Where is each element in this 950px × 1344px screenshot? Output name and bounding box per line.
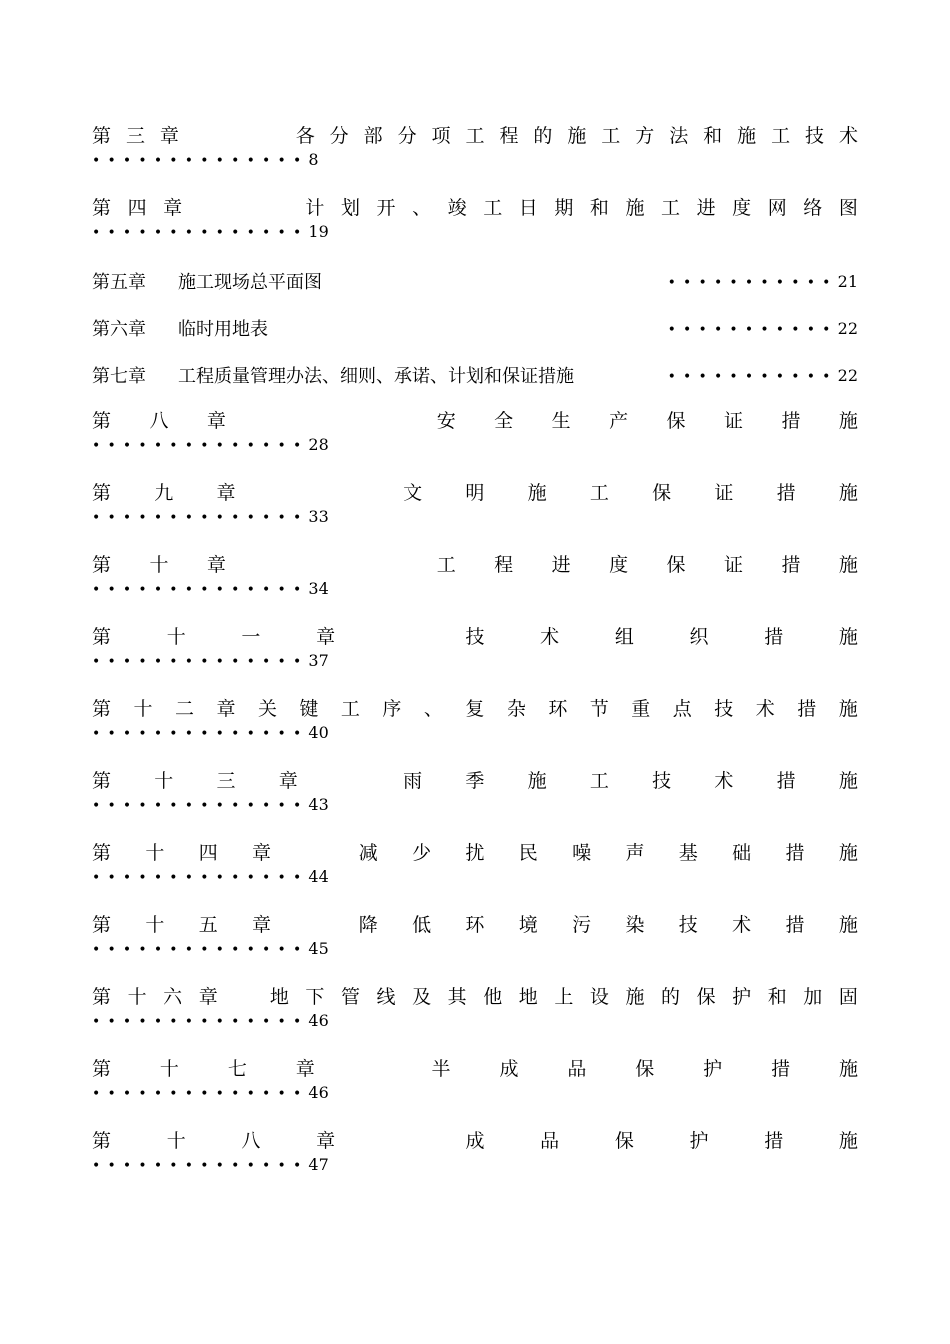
title-spacer bbox=[264, 409, 283, 433]
title-char: 键 bbox=[299, 698, 319, 720]
title-char: 术 bbox=[714, 770, 734, 792]
title-char: 季 bbox=[465, 770, 485, 792]
title-char: 噪 bbox=[572, 842, 592, 864]
title-char: 半 bbox=[431, 1058, 451, 1080]
title-char: 四 bbox=[127, 197, 147, 219]
dot-leader: •••••••••••••• bbox=[92, 438, 309, 454]
toc-entry-leader bbox=[92, 1083, 858, 1103]
title-char: 保 bbox=[666, 554, 686, 576]
toc-entry-leader bbox=[92, 867, 858, 887]
title-char: 第 bbox=[92, 626, 112, 648]
title-char: 分 bbox=[329, 125, 349, 147]
title-char: 文 bbox=[403, 482, 423, 504]
title-char: 术 bbox=[540, 626, 560, 648]
title-spacer bbox=[379, 553, 398, 577]
dot-leader: •••••••••••••• bbox=[92, 654, 309, 670]
toc-entry-leader bbox=[92, 579, 858, 599]
title-spacer bbox=[391, 625, 410, 649]
title-char: 九 bbox=[154, 482, 174, 504]
title-char: 八 bbox=[149, 410, 169, 432]
title-char: 工 bbox=[771, 125, 791, 147]
page-number: 45 bbox=[308, 939, 329, 958]
toc-entry-leader bbox=[668, 318, 858, 339]
dot-leader: •••••••••••••• bbox=[92, 942, 309, 958]
title-char: 五 bbox=[198, 914, 218, 936]
title-spacer bbox=[264, 553, 283, 577]
title-char: 保 bbox=[614, 1130, 634, 1152]
title-char: 程 bbox=[494, 554, 514, 576]
title-char: 章 bbox=[216, 482, 236, 504]
title-char: 重 bbox=[631, 698, 651, 720]
title-char: 和 bbox=[589, 197, 609, 219]
title-char: 工 bbox=[661, 197, 681, 219]
toc-entry[interactable] bbox=[92, 553, 858, 599]
title-spacer bbox=[364, 1057, 383, 1081]
toc-entry-leader bbox=[668, 365, 858, 386]
dot-leader: •••••••••••••• bbox=[92, 726, 309, 742]
title-char: 管 bbox=[340, 986, 360, 1008]
page-number: 22 bbox=[837, 365, 858, 385]
title-char: 护 bbox=[732, 986, 752, 1008]
title-char: 措 bbox=[776, 482, 796, 504]
title-char: 固 bbox=[838, 986, 858, 1008]
title-char: 组 bbox=[614, 626, 634, 648]
title-char: 技 bbox=[465, 626, 485, 648]
dot-leader: •••••••••••••• bbox=[92, 1158, 309, 1174]
title-char: 施 bbox=[838, 914, 858, 936]
toc-entry-title bbox=[92, 481, 858, 505]
title-char: 施 bbox=[737, 125, 757, 147]
title-char: 十 bbox=[154, 770, 174, 792]
title-char: 十 bbox=[166, 1130, 186, 1152]
toc-entry-title bbox=[92, 1057, 858, 1081]
page-number: 28 bbox=[308, 435, 329, 454]
title-char: 第 bbox=[92, 770, 112, 792]
toc-entry-leader bbox=[92, 939, 858, 959]
title-char: 措 bbox=[785, 914, 805, 936]
page-number: 46 bbox=[308, 1083, 329, 1102]
title-char: 污 bbox=[572, 914, 592, 936]
title-char: 线 bbox=[376, 986, 396, 1008]
title-char: 第 bbox=[92, 1130, 112, 1152]
title-char: 八 bbox=[241, 1130, 261, 1152]
title-char: 章 bbox=[206, 554, 226, 576]
title-spacer bbox=[305, 841, 324, 865]
title-char: 措 bbox=[764, 1130, 784, 1152]
title-char: 关 bbox=[257, 698, 277, 720]
dot-leader: •••••••••••••• bbox=[92, 870, 309, 886]
title-char: 品 bbox=[567, 1058, 587, 1080]
page-number: 43 bbox=[308, 795, 329, 814]
title-char: 环 bbox=[465, 914, 485, 936]
title-spacer bbox=[262, 124, 281, 148]
title-char: 图 bbox=[838, 197, 858, 219]
title-char: 章 bbox=[278, 770, 298, 792]
title-char: 措 bbox=[797, 698, 817, 720]
title-char: 章 bbox=[316, 626, 336, 648]
title-spacer bbox=[341, 769, 360, 793]
title-char: 第 bbox=[92, 986, 112, 1008]
toc-entry[interactable] bbox=[92, 124, 858, 170]
title-char: 的 bbox=[661, 986, 681, 1008]
chapter-title: 施工现场总平面图 bbox=[178, 272, 322, 293]
toc-entry-title bbox=[92, 124, 858, 148]
title-char: 施 bbox=[567, 125, 587, 147]
title-char: 络 bbox=[803, 197, 823, 219]
chapter-number: 第七章 bbox=[92, 366, 146, 387]
title-char: 明 bbox=[465, 482, 485, 504]
title-char: 度 bbox=[732, 197, 752, 219]
title-char: 低 bbox=[412, 914, 432, 936]
toc-entry[interactable] bbox=[92, 1057, 858, 1103]
title-char: 地 bbox=[269, 986, 289, 1008]
title-spacer bbox=[279, 481, 298, 505]
title-char: 措 bbox=[776, 770, 796, 792]
title-char: 技 bbox=[714, 698, 734, 720]
title-char: 日 bbox=[518, 197, 538, 219]
title-char: 项 bbox=[431, 125, 451, 147]
title-char: 施 bbox=[527, 770, 547, 792]
toc-entry[interactable] bbox=[92, 913, 858, 959]
title-char: 第 bbox=[92, 482, 112, 504]
title-char: 、 bbox=[423, 698, 443, 720]
page-number: 47 bbox=[308, 1155, 329, 1174]
title-char: 章 bbox=[216, 698, 236, 720]
title-spacer bbox=[341, 481, 360, 505]
page-number: 8 bbox=[308, 150, 319, 169]
title-char: 的 bbox=[533, 125, 553, 147]
title-char: 十 bbox=[127, 986, 147, 1008]
title-char: 加 bbox=[803, 986, 823, 1008]
title-spacer bbox=[228, 124, 247, 148]
page-number: 22 bbox=[837, 318, 858, 338]
title-char: 全 bbox=[494, 410, 514, 432]
page-number: 46 bbox=[308, 1011, 329, 1030]
title-char: 章 bbox=[163, 197, 183, 219]
toc-entry[interactable] bbox=[92, 481, 858, 527]
title-char: 三 bbox=[125, 125, 145, 147]
title-char: 计 bbox=[305, 197, 325, 219]
title-char: 施 bbox=[527, 482, 547, 504]
title-char: 证 bbox=[723, 410, 743, 432]
title-char: 术 bbox=[838, 125, 858, 147]
dot-leader: ••••••••••• bbox=[667, 274, 838, 291]
title-char: 工 bbox=[589, 770, 609, 792]
title-char: 保 bbox=[652, 482, 672, 504]
toc-entry[interactable] bbox=[92, 985, 858, 1031]
title-char: 部 bbox=[363, 125, 383, 147]
chapter-number: 第五章 bbox=[92, 272, 146, 293]
title-char: 第 bbox=[92, 410, 112, 432]
toc-entry[interactable] bbox=[92, 315, 858, 341]
chapter-title: 临时用地表 bbox=[178, 319, 268, 340]
title-char: 复 bbox=[465, 698, 485, 720]
title-char: 产 bbox=[609, 410, 629, 432]
title-char: 及 bbox=[412, 986, 432, 1008]
toc-entry-title bbox=[92, 1129, 858, 1153]
title-spacer bbox=[322, 409, 341, 433]
title-char: 期 bbox=[554, 197, 574, 219]
title-char: 施 bbox=[625, 197, 645, 219]
title-char: 扰 bbox=[465, 842, 485, 864]
title-char: 下 bbox=[305, 986, 325, 1008]
title-char: 十 bbox=[145, 914, 165, 936]
title-char: 成 bbox=[465, 1130, 485, 1152]
title-char: 保 bbox=[635, 1058, 655, 1080]
title-char: 措 bbox=[781, 410, 801, 432]
dot-leader: •••••••••••••• bbox=[92, 510, 309, 526]
page-number: 37 bbox=[308, 651, 329, 670]
title-char: 施 bbox=[838, 698, 858, 720]
title-char: 证 bbox=[714, 482, 734, 504]
title-char: 章 bbox=[252, 914, 272, 936]
chapter-number: 第六章 bbox=[92, 319, 146, 340]
title-char: 施 bbox=[838, 410, 858, 432]
title-char: 二 bbox=[174, 698, 194, 720]
title-char: 境 bbox=[518, 914, 538, 936]
toc-entry-title bbox=[92, 196, 858, 220]
title-char: 竣 bbox=[447, 197, 467, 219]
title-char: 工 bbox=[589, 482, 609, 504]
page-number: 19 bbox=[308, 222, 329, 241]
title-char: 三 bbox=[216, 770, 236, 792]
title-spacer bbox=[305, 913, 324, 937]
page-number: 44 bbox=[308, 867, 329, 886]
title-char: 证 bbox=[723, 554, 743, 576]
title-char: 他 bbox=[483, 986, 503, 1008]
title-char: 十 bbox=[145, 842, 165, 864]
toc-entry[interactable] bbox=[92, 769, 858, 815]
toc-entry[interactable] bbox=[92, 409, 858, 455]
page-number: 40 bbox=[308, 723, 329, 742]
toc-entry-title bbox=[92, 697, 858, 721]
dot-leader: •••••••••••••• bbox=[92, 582, 309, 598]
title-char: 序 bbox=[382, 698, 402, 720]
title-spacer bbox=[391, 1129, 410, 1153]
toc-entry-title bbox=[92, 985, 858, 1009]
title-char: 章 bbox=[198, 986, 218, 1008]
title-char: 保 bbox=[666, 410, 686, 432]
title-char: 开 bbox=[376, 197, 396, 219]
title-char: 施 bbox=[625, 986, 645, 1008]
dot-leader: ••••••••••• bbox=[667, 368, 838, 385]
toc-entry-leader bbox=[92, 435, 858, 455]
title-char: 节 bbox=[589, 698, 609, 720]
title-char: 雨 bbox=[403, 770, 423, 792]
toc-entry[interactable] bbox=[92, 841, 858, 887]
title-char: 第 bbox=[92, 914, 112, 936]
title-char: 十 bbox=[149, 554, 169, 576]
title-char: 第 bbox=[92, 197, 112, 219]
toc-entry-leader bbox=[668, 271, 858, 292]
dot-leader: •••••••••••••• bbox=[92, 225, 309, 241]
title-char: 措 bbox=[785, 842, 805, 864]
toc-entry-leader bbox=[92, 651, 858, 671]
toc-entry-leader bbox=[92, 1155, 858, 1175]
title-char: 地 bbox=[518, 986, 538, 1008]
title-char: 技 bbox=[678, 914, 698, 936]
title-char: 品 bbox=[540, 1130, 560, 1152]
title-char: 术 bbox=[732, 914, 752, 936]
title-char: 进 bbox=[551, 554, 571, 576]
title-char: 第 bbox=[92, 842, 112, 864]
title-char: 章 bbox=[159, 125, 179, 147]
title-char: 成 bbox=[499, 1058, 519, 1080]
title-char: 施 bbox=[838, 842, 858, 864]
toc-entry-title bbox=[92, 553, 858, 577]
title-char: 降 bbox=[358, 914, 378, 936]
title-char: 一 bbox=[241, 626, 261, 648]
title-char: 杂 bbox=[506, 698, 526, 720]
title-char: 程 bbox=[499, 125, 519, 147]
title-char: 施 bbox=[838, 1130, 858, 1152]
title-char: 进 bbox=[696, 197, 716, 219]
title-char: 分 bbox=[397, 125, 417, 147]
title-spacer bbox=[234, 196, 253, 220]
title-char: 生 bbox=[551, 410, 571, 432]
title-char: 施 bbox=[838, 1058, 858, 1080]
title-char: 章 bbox=[252, 842, 272, 864]
title-char: 方 bbox=[635, 125, 655, 147]
title-char: 十 bbox=[159, 1058, 179, 1080]
title-char: 工 bbox=[601, 125, 621, 147]
title-spacer bbox=[199, 196, 218, 220]
title-char: 环 bbox=[548, 698, 568, 720]
dot-leader: •••••••••••••• bbox=[92, 1014, 309, 1030]
toc-entry-leader bbox=[92, 795, 858, 815]
title-char: 施 bbox=[838, 482, 858, 504]
title-char: 和 bbox=[767, 986, 787, 1008]
title-char: 措 bbox=[781, 554, 801, 576]
title-char: 工 bbox=[483, 197, 503, 219]
toc-entry[interactable] bbox=[92, 1129, 858, 1175]
title-char: 措 bbox=[764, 626, 784, 648]
toc-entry-leader bbox=[92, 150, 858, 170]
title-char: 第 bbox=[92, 554, 112, 576]
title-char: 保 bbox=[696, 986, 716, 1008]
title-char: 护 bbox=[689, 1130, 709, 1152]
title-spacer bbox=[234, 985, 253, 1009]
title-char: 章 bbox=[206, 410, 226, 432]
title-char: 其 bbox=[447, 986, 467, 1008]
title-char: 技 bbox=[652, 770, 672, 792]
title-char: 少 bbox=[412, 842, 432, 864]
title-char: 十 bbox=[133, 698, 153, 720]
title-char: 施 bbox=[838, 626, 858, 648]
title-char: 点 bbox=[672, 698, 692, 720]
title-char: 护 bbox=[703, 1058, 723, 1080]
title-char: 、 bbox=[412, 197, 432, 219]
toc-entry[interactable] bbox=[92, 196, 858, 242]
title-char: 声 bbox=[625, 842, 645, 864]
dot-leader: •••••••••••••• bbox=[92, 153, 309, 169]
toc-entry[interactable] bbox=[92, 362, 858, 388]
title-char: 基 bbox=[678, 842, 698, 864]
title-char: 度 bbox=[609, 554, 629, 576]
dot-leader: ••••••••••• bbox=[667, 321, 838, 338]
dot-leader: •••••••••••••• bbox=[92, 798, 309, 814]
title-char: 施 bbox=[838, 554, 858, 576]
toc-entry-leader bbox=[92, 1011, 858, 1031]
toc-entry-title bbox=[92, 409, 858, 433]
title-char: 六 bbox=[163, 986, 183, 1008]
page-number: 33 bbox=[308, 507, 329, 526]
title-char: 措 bbox=[771, 1058, 791, 1080]
title-spacer bbox=[379, 409, 398, 433]
title-char: 织 bbox=[689, 626, 709, 648]
toc-entry-leader bbox=[92, 507, 858, 527]
title-spacer bbox=[322, 553, 341, 577]
toc-entry[interactable] bbox=[92, 268, 858, 294]
title-char: 施 bbox=[838, 770, 858, 792]
toc-entry[interactable] bbox=[92, 625, 858, 671]
dot-leader: •••••••••••••• bbox=[92, 1086, 309, 1102]
title-char: 础 bbox=[732, 842, 752, 864]
title-spacer bbox=[270, 196, 289, 220]
toc-entry-leader bbox=[92, 222, 858, 242]
title-char: 减 bbox=[358, 842, 378, 864]
title-char: 章 bbox=[316, 1130, 336, 1152]
title-char: 四 bbox=[198, 842, 218, 864]
title-char: 设 bbox=[589, 986, 609, 1008]
title-char: 上 bbox=[554, 986, 574, 1008]
title-char: 技 bbox=[805, 125, 825, 147]
title-char: 术 bbox=[755, 698, 775, 720]
toc-entry-title bbox=[92, 913, 858, 937]
title-spacer bbox=[194, 124, 213, 148]
title-char: 民 bbox=[518, 842, 538, 864]
toc-entry-title bbox=[92, 769, 858, 793]
title-char: 各 bbox=[295, 125, 315, 147]
title-char: 第 bbox=[92, 1058, 112, 1080]
title-char: 第 bbox=[92, 125, 112, 147]
title-char: 工 bbox=[340, 698, 360, 720]
title-char: 第 bbox=[92, 698, 112, 720]
title-char: 十 bbox=[166, 626, 186, 648]
title-char: 染 bbox=[625, 914, 645, 936]
title-char: 法 bbox=[669, 125, 689, 147]
title-char: 和 bbox=[703, 125, 723, 147]
toc-entry-title bbox=[92, 841, 858, 865]
title-char: 安 bbox=[436, 410, 456, 432]
title-char: 工 bbox=[465, 125, 485, 147]
title-char: 七 bbox=[227, 1058, 247, 1080]
chapter-title: 工程质量管理办法、细则、承诺、计划和保证措施 bbox=[178, 366, 574, 387]
page-number: 21 bbox=[837, 271, 858, 291]
toc-entry[interactable] bbox=[92, 697, 858, 743]
toc-entry-title bbox=[92, 625, 858, 649]
toc-entry-leader bbox=[92, 723, 858, 743]
title-char: 划 bbox=[340, 197, 360, 219]
title-char: 网 bbox=[767, 197, 787, 219]
page-number: 34 bbox=[308, 579, 329, 598]
title-char: 工 bbox=[436, 554, 456, 576]
title-char: 章 bbox=[295, 1058, 315, 1080]
